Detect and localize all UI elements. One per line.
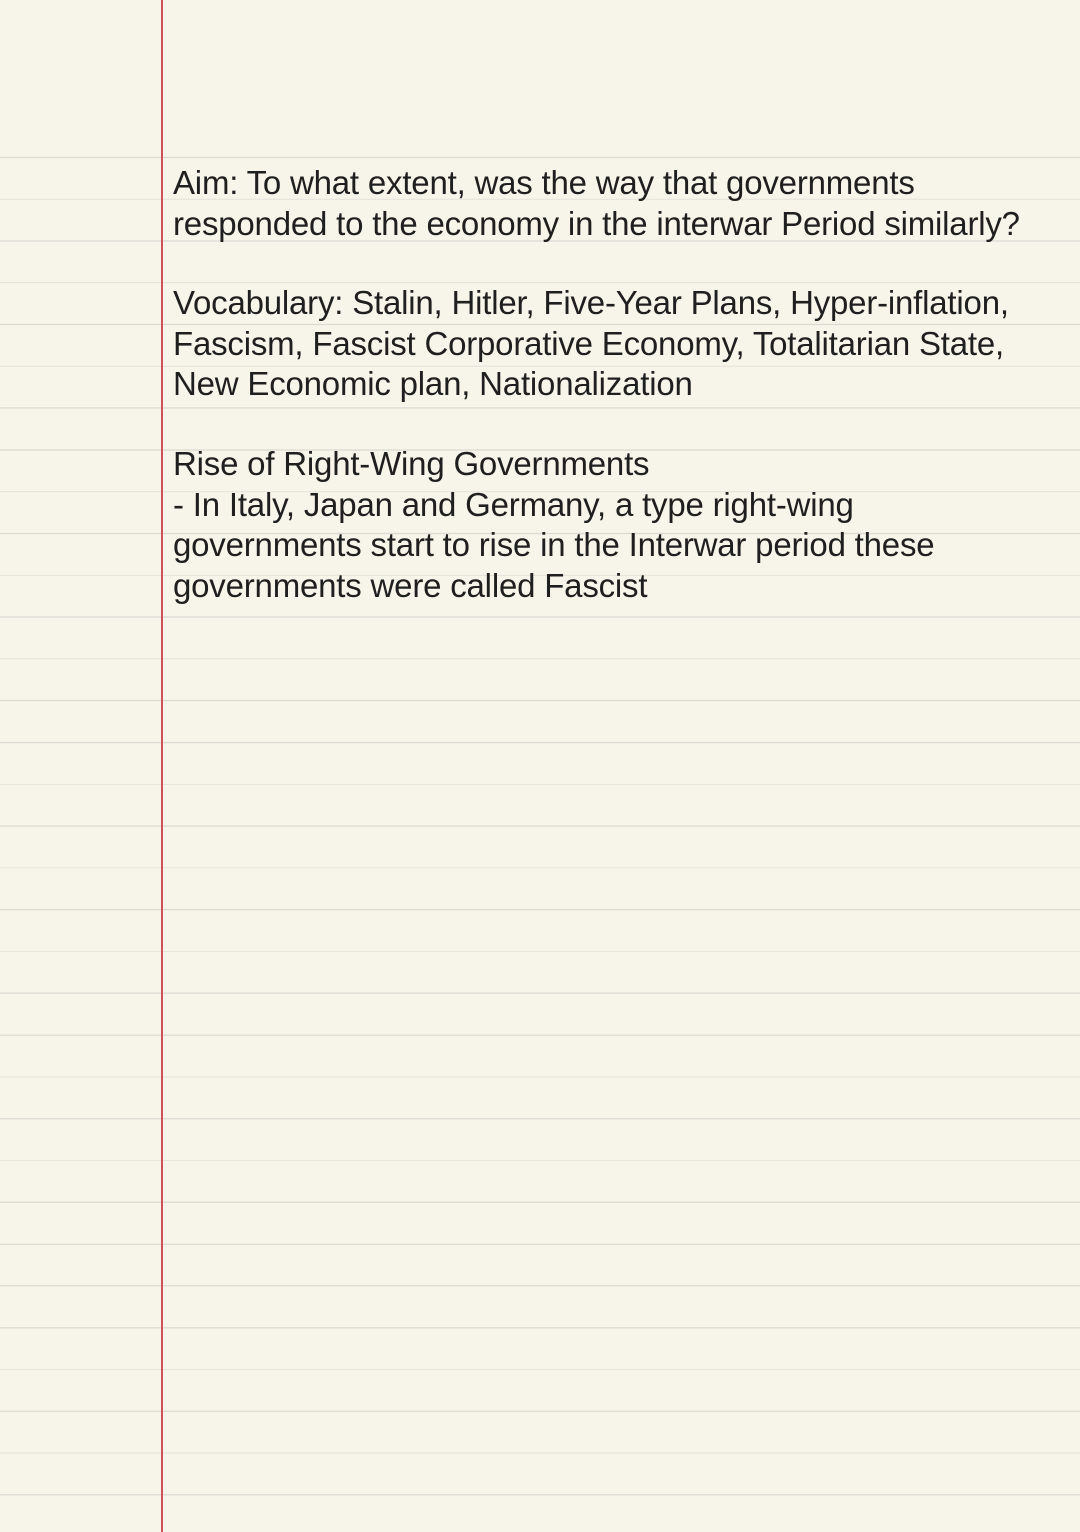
rise-line: governments start to rise in the Interwar period these <box>173 526 935 563</box>
rise-line: - In Italy, Japan and Germany, a type right-wing <box>173 485 854 523</box>
vocabulary-section <box>173 283 1073 405</box>
rise-heading: Rise of Right-Wing Governments <box>173 445 650 482</box>
rise-line: governments were called Fascist <box>173 566 648 604</box>
aim-line: Aim: To what extent, was the way that governments <box>173 164 915 201</box>
vocabulary-line: Vocabulary: Stalin, Hitler, Five-Year Plans, Hyper-inflation, <box>173 284 1009 321</box>
vocabulary-line: New Economic plan, Nationalization <box>173 365 693 402</box>
vocabulary-line: Fascism, Fascist Corporative Economy, Totalitarian State, <box>173 324 1005 362</box>
margin-line <box>161 0 163 1532</box>
rise-section <box>173 444 1073 606</box>
aim-line: responded to the economy in the interwar Period similarly? <box>173 204 1020 242</box>
aim-section <box>173 163 1073 244</box>
